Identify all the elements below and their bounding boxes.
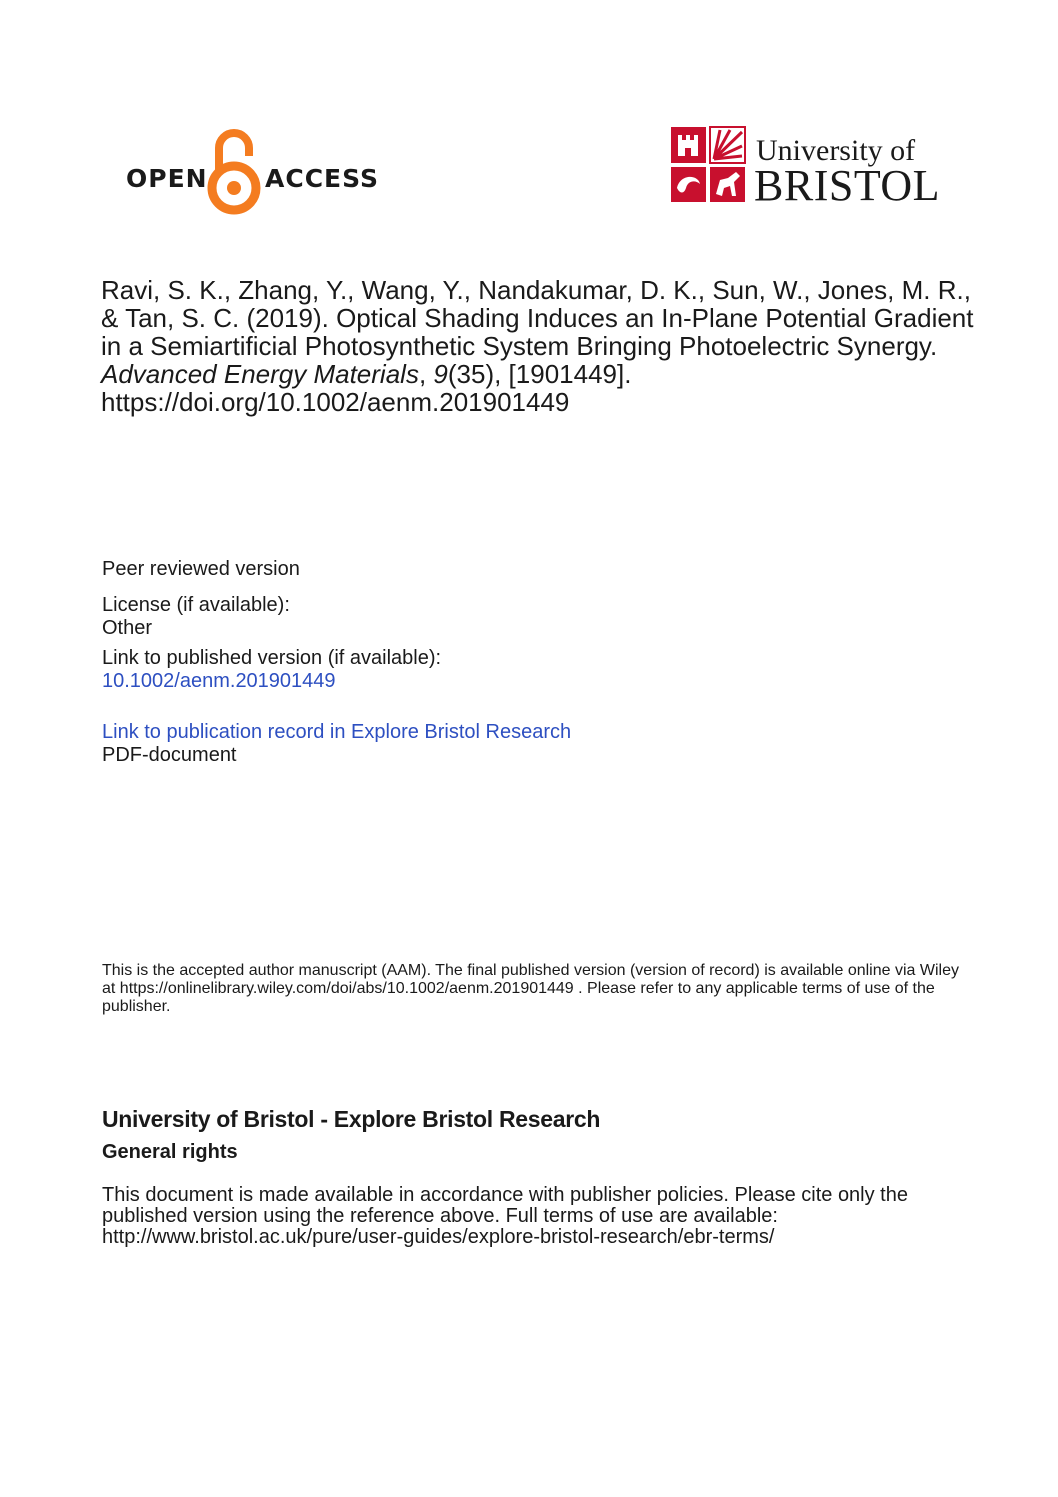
published-version-block (102, 647, 441, 693)
license-label: License (if available): (102, 594, 290, 616)
open-access-logo-text: ACCESS (265, 164, 380, 193)
published-version-label: Link to published version (if available): (102, 647, 442, 669)
aam-notice: This is the accepted author manuscript (AAM). The final published version (version of record) is available online via Wiley at https://onlinelibrary.wiley.com/doi/abs/10.1002/aenm.201901449 . Please refer to any applicable terms of use of the publisher. (102, 962, 959, 1015)
section-subheading: General rights (102, 1141, 238, 1163)
version-text: Peer reviewed version (102, 558, 300, 580)
citation-authors-title: Ravi, S. K., Zhang, Y., Wang, Y., Nandakumar, D. K., Sun, W., Jones, M. R., & Tan, S. C. (2019). Optical Shading Induces an In-Plane Potential Gradient in a Semiartificial Photosynthetic System Bringing Photoelectric Synergy. (101, 275, 974, 361)
record-block (102, 721, 571, 767)
publication-record-link[interactable]: Link to publication record in Explore Bristol Research (102, 721, 572, 743)
university-name-line1: University of (756, 134, 916, 167)
format-text: PDF-document (102, 744, 237, 766)
citation: Ravi, S. K., Zhang, Y., Wang, Y., Nandakumar, D. K., Sun, W., Jones, M. R., & Tan, S. C. (2019). Optical Shading Induces an In-Plane Potential Gradient in a Semiartificial Photosynthetic System Bringing Photoelectric Synergy. Advanced Energy Materials, 9(35), [1901449]. https://doi.org/10.1002/aenm.201901449 (101, 275, 974, 417)
university-of-bristol-logo (670, 126, 941, 210)
published-version-link[interactable]: 10.1002/aenm.201901449 (102, 670, 336, 692)
license-block (102, 594, 290, 640)
open-access-logo-text: OPEN (126, 164, 208, 193)
citation-issue: (35), [1901449]. (447, 359, 632, 389)
section-heading: University of Bristol - Explore Bristol Research (102, 1106, 601, 1132)
license-value: Other (102, 617, 153, 639)
citation-volume: 9 (433, 359, 448, 389)
citation-journal: Advanced Energy Materials (101, 359, 419, 389)
open-lock-icon (205, 126, 263, 216)
citation-doi[interactable]: https://doi.org/10.1002/aenm.201901449 (101, 387, 570, 417)
university-crest-icon (670, 126, 746, 203)
rights-text: This document is made available in accordance with publisher policies. Please cite only the published version using the reference above. Full terms of use are available: http://www.bristol.ac.uk/pure/user-guides/explore-bristol-research/ebr-terms/ (102, 1184, 908, 1248)
university-name-line2: BRISTOL (754, 161, 941, 210)
open-access-logo (126, 126, 380, 218)
